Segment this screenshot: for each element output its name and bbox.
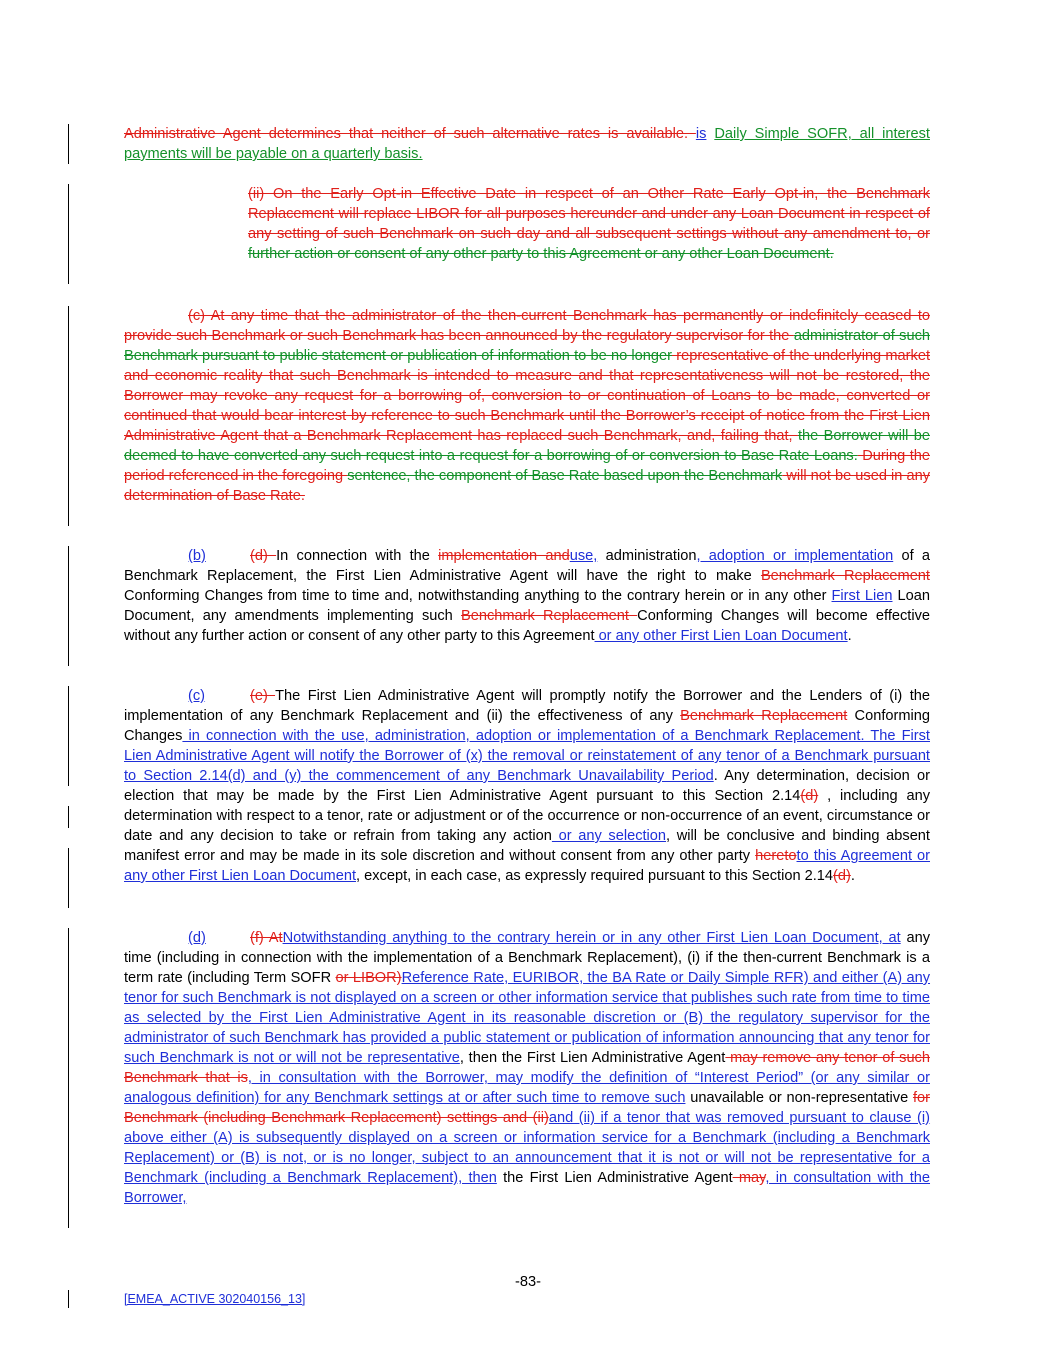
inserted-text: Notwithstanding anything to the contrary herein or in any other First Lien Loan Document, at bbox=[282, 930, 901, 946]
change-bar bbox=[68, 546, 69, 666]
body-text: the First Lien Administrative Agent bbox=[496, 1170, 733, 1186]
inserted-text: to this Agreement or any other First Lien Loan Document bbox=[124, 848, 930, 884]
body-text: . Any determination, decision or election that may be made by the First Lien Administrative Agent pursuant to this Section 2.14 bbox=[124, 768, 930, 804]
deleted-text: (e) bbox=[250, 688, 276, 704]
deleted-text: (c) At any time that the administrator of the then-current Benchmark has permanently or indefinitely ceased to provide such Benchmark or such Benchmark has been announced by the regulatory supervisor for the bbox=[124, 308, 930, 344]
body-text: . bbox=[850, 868, 855, 884]
inserted-text: , in consultation with the Borrower, may modify the definition of “Interest Period” (or any similar or analogous definition) for any Benchmark settings at or after such time to remove such bbox=[124, 1070, 930, 1106]
body-text: Conforming Changes will become effective without any further action or consent of any other party to this Agreement bbox=[124, 608, 930, 644]
change-bar bbox=[68, 928, 69, 1228]
deleted-text: Benchmark Replacement bbox=[760, 568, 930, 584]
moved-deleted-text: administrator of such Benchmark pursuant to public statement or publication of information to be no longer bbox=[124, 328, 930, 364]
deleted-text: implementation and bbox=[438, 548, 570, 564]
inserted-text: in connection with the use, administration, adoption or implementation of a Benchmark Replacement. The First Lien Administrative Agent will notify the Borrower of (x) the removal or reinstatement of any tenor of a Benchmark pursuant to Section 2.14(d) and (y) the commencement of any Benchmark Unavailability Period bbox=[124, 728, 930, 784]
deleted-text: for Benchmark (including Benchmark Replacement) settings and (ii) bbox=[124, 1090, 930, 1126]
moved-text: Daily Simple SOFR, all interest payments will be payable on a quarterly basis. bbox=[124, 126, 930, 162]
clause-number: (d) bbox=[188, 930, 206, 946]
change-bar bbox=[68, 806, 69, 828]
deleted-text: or LIBOR) bbox=[335, 970, 402, 986]
change-bar bbox=[68, 124, 69, 164]
change-bar bbox=[68, 1290, 69, 1308]
clause-number: (b) bbox=[188, 548, 206, 564]
inserted-text: or any other First Lien Loan Document bbox=[594, 628, 848, 644]
body-text: Conforming Changes from time to time and, notwithstanding anything to the contrary herein or in any other bbox=[124, 588, 832, 604]
paragraph-c bbox=[124, 686, 930, 886]
deleted-text: (f) At bbox=[250, 930, 283, 946]
change-bar bbox=[68, 686, 69, 786]
paragraph-b bbox=[124, 546, 930, 646]
change-bar bbox=[68, 184, 69, 284]
inserted-text: Reference Rate, EURIBOR, the BA Rate or Daily Simple RFR) and either (A) any tenor for such Benchmark is not displayed on a screen or other information service that publishes such rate from time to time as selected by the First Lien Administrative Agent in its reasonable discretion or (B) the regulatory supervisor for the administrator of such Benchmark has provided a public statement or publication of information announcing that any tenor for such Benchmark is not or will not be representative bbox=[124, 970, 931, 1066]
deleted-text: may bbox=[732, 1170, 766, 1186]
inserted-text: First Lien bbox=[831, 588, 893, 604]
inserted-text: , in consultation with the Borrower, bbox=[124, 1170, 931, 1206]
deleted-text: Benchmark Replacement bbox=[460, 608, 638, 624]
inserted-text: or any selection bbox=[551, 828, 667, 844]
moved-deleted-text: the Borrower will be deemed to have converted any such request into a request for a borrowing of or conversion to Base Rate Loans. bbox=[124, 428, 930, 464]
deleted-text: (d) bbox=[833, 868, 851, 884]
body-text: In connection with the bbox=[276, 548, 439, 564]
clause-number: (c) bbox=[188, 688, 206, 704]
deleted-text: Benchmark Replacement bbox=[680, 708, 848, 724]
inserted-text: use, bbox=[569, 548, 598, 564]
body-text: Conforming Changes bbox=[124, 708, 930, 744]
body-text: Loan Document, any amendments implementing such bbox=[124, 588, 930, 624]
paragraph-d bbox=[124, 928, 930, 1208]
deleted-text: will not be used in any determination of Base Rate. bbox=[124, 468, 930, 504]
paragraph-c-deleted bbox=[124, 306, 930, 506]
inserted-text: is bbox=[695, 126, 707, 142]
subclause-ii bbox=[248, 184, 930, 264]
deleted-text: may remove any tenor of such Benchmark that is bbox=[124, 1050, 930, 1086]
change-bar bbox=[68, 848, 69, 908]
deleted-text: During the period referenced in the foregoing bbox=[124, 448, 930, 484]
moved-deleted-text: further action or consent of any other party to this Agreement or any other Loan Document. bbox=[248, 246, 834, 262]
body-text: , will be conclusive and binding absent manifest error and may be made in its sole discretion and without consent from any other party bbox=[124, 828, 930, 864]
deleted-text: (ii) On the Early Opt-in Effective Date in respect of an Other Rate Early Opt-in, the Benchmark Replacement will replace LIBOR for all purposes hereunder and under any Loan Document in respect of any setting of such Benchmark on such day and all subsequent settings without any amendment to, or bbox=[248, 186, 930, 242]
deleted-text: hereto bbox=[755, 848, 797, 864]
body-text: unavailable or non-representative bbox=[685, 1090, 913, 1106]
change-bar bbox=[68, 306, 69, 526]
body-text: , including any determination with respect to a tenor, rate or adjustment or of the occurrence or non-occurrence of an event, circumstance or date and any decision to take or refrain from taking any action bbox=[124, 788, 930, 844]
paragraph-continuation bbox=[124, 124, 930, 164]
body-text: administration bbox=[597, 548, 697, 564]
deleted-text: Administrative Agent determines that neither of such alternative rates is available. bbox=[124, 126, 696, 142]
deleted-text: (d) bbox=[250, 548, 277, 564]
body-text: . bbox=[847, 628, 852, 644]
body-text: any time (including in connection with the implementation of a Benchmark Replacement), (i) if the then-current Benchmark is a term rate (including Term SOFR bbox=[124, 930, 931, 986]
moved-deleted-text: sentence, the component of Base Rate based upon the Benchmark bbox=[347, 468, 783, 484]
inserted-text: , adoption or implementation bbox=[696, 548, 894, 564]
footer-doc-id: [EMEA_ACTIVE 302040156_13] bbox=[124, 1292, 306, 1306]
deleted-text: representative of the underlying market and economic reality that such Benchmark is intended to measure and that representativeness will not be restored, the Borrower may revoke any request for a borrowing of, conversion to or continuation of Loans to be made, converted or continued that would bear interest by reference to such Benchmark until the Borrower’s receipt of notice from the First Lien Administrative Agent that a Benchmark Replacement has replaced such Benchmark, and, failing that, bbox=[124, 348, 930, 444]
body-text: , except, in each case, as expressly required pursuant to this Section 2.14 bbox=[356, 868, 834, 884]
body-text: of a Benchmark Replacement, the First Lien Administrative Agent will have the right to make bbox=[124, 548, 931, 584]
body-text: The First Lien Administrative Agent will promptly notify the Borrower and the Lenders of (i) the implementation of any Benchmark Replacement and (ii) the effectiveness of any bbox=[124, 688, 930, 724]
inserted-text: and (ii) if a tenor that was removed pursuant to clause (i) above either (A) is subsequently displayed on a screen or information service for a Benchmark (including a Benchmark Replacement) or (B) is not, or is no longer, subject to an announcement that it is not or will not be representative for a Benchmark (including a Benchmark Replacement), then bbox=[124, 1110, 931, 1186]
page-number: -83- bbox=[515, 1274, 541, 1290]
deleted-text: (d) bbox=[800, 788, 819, 804]
body-text: , then the First Lien Administrative Agent bbox=[459, 1050, 726, 1066]
